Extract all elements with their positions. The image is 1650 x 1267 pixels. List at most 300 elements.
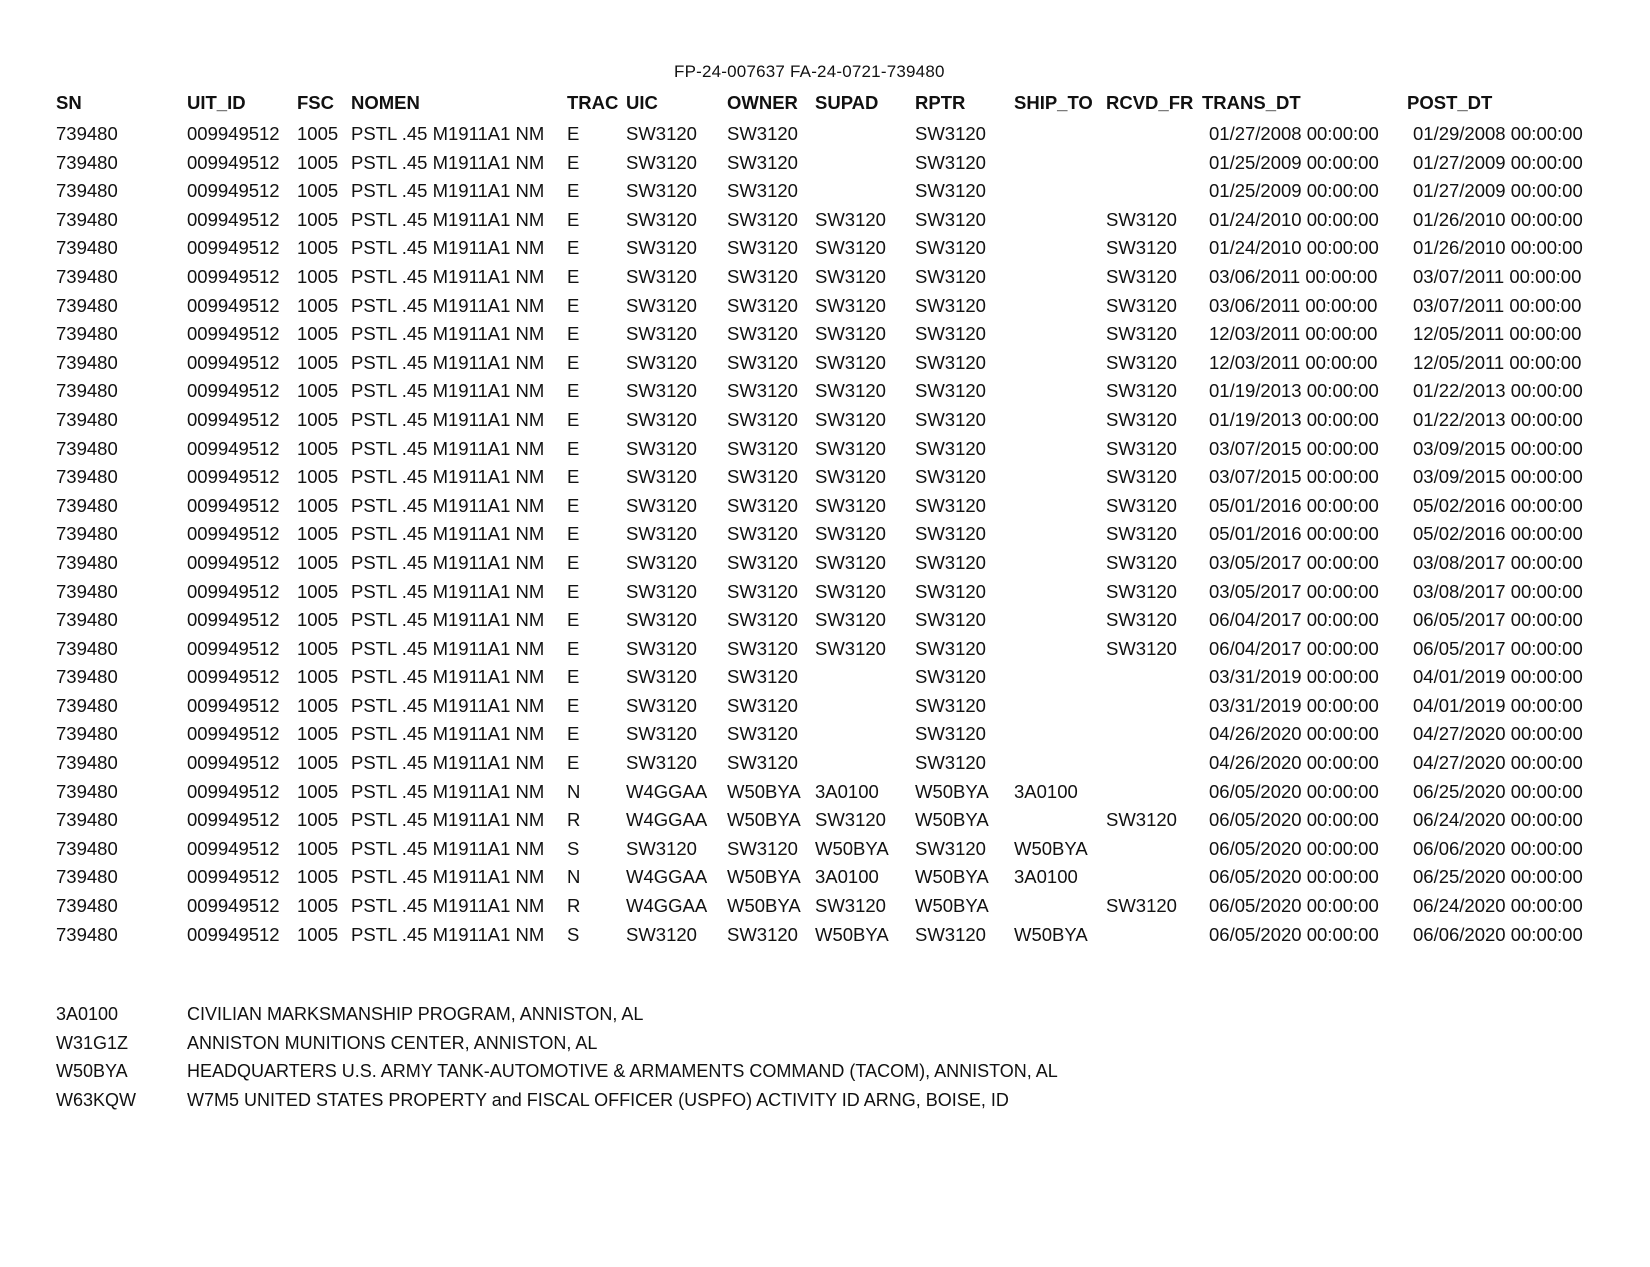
- table-row: [0, 692, 1650, 721]
- cell-post-dt: 04/27/2020 00:00:00: [1413, 752, 1583, 774]
- cell-nomen: PSTL .45 M1911A1 NM: [351, 923, 545, 945]
- cell-sn: 739480: [56, 151, 118, 173]
- cell-sn: 739480: [56, 923, 118, 945]
- legend-description: CIVILIAN MARKSMANSHIP PROGRAM, ANNISTON, AL: [187, 1004, 644, 1024]
- cell-supad: SW3120: [815, 609, 886, 631]
- cell-rptr: W50BYA: [915, 866, 989, 888]
- cell-nomen: PSTL .45 M1911A1 NM: [351, 637, 545, 659]
- cell-rptr: SW3120: [915, 294, 986, 316]
- cell-supad: SW3120: [815, 351, 886, 373]
- cell-post-dt: 01/27/2009 00:00:00: [1413, 151, 1583, 173]
- cell-uit-id: 009949512: [187, 294, 280, 316]
- cell-sn: 739480: [56, 351, 118, 373]
- cell-uic: SW3120: [626, 380, 697, 402]
- cell-owner: SW3120: [727, 494, 798, 516]
- document-title: FP-24-007637 FA-24-0721-739480: [674, 62, 945, 81]
- cell-uic: SW3120: [626, 551, 697, 573]
- table-row: [0, 635, 1650, 664]
- cell-trans-dt: 01/25/2009 00:00:00: [1209, 180, 1379, 202]
- header-rptr: RPTR: [915, 92, 966, 113]
- cell-uic: SW3120: [626, 637, 697, 659]
- cell-rcvd-fr: SW3120: [1106, 466, 1177, 488]
- cell-nomen: PSTL .45 M1911A1 NM: [351, 866, 545, 888]
- cell-sn: 739480: [56, 551, 118, 573]
- cell-rptr: SW3120: [915, 351, 986, 373]
- cell-uic: SW3120: [626, 752, 697, 774]
- cell-uic: SW3120: [626, 466, 697, 488]
- cell-nomen: PSTL .45 M1911A1 NM: [351, 752, 545, 774]
- cell-post-dt: 03/08/2017 00:00:00: [1413, 580, 1583, 602]
- cell-supad: SW3120: [815, 237, 886, 259]
- cell-rptr: W50BYA: [915, 895, 989, 917]
- table-row: [0, 578, 1650, 607]
- cell-uit-id: 009949512: [187, 551, 280, 573]
- header-uic: UIC: [626, 92, 658, 113]
- cell-uic: SW3120: [626, 151, 697, 173]
- cell-ship-to: W50BYA: [1014, 837, 1088, 859]
- cell-supad: SW3120: [815, 494, 886, 516]
- cell-rptr: SW3120: [915, 466, 986, 488]
- cell-post-dt: 06/06/2020 00:00:00: [1413, 837, 1583, 859]
- cell-uit-id: 009949512: [187, 523, 280, 545]
- cell-trans-dt: 06/05/2020 00:00:00: [1209, 780, 1379, 802]
- cell-supad: SW3120: [815, 294, 886, 316]
- cell-trac: E: [567, 265, 580, 287]
- cell-fsc: 1005: [297, 694, 339, 716]
- cell-sn: 739480: [56, 666, 118, 688]
- cell-post-dt: 01/27/2009 00:00:00: [1413, 180, 1583, 202]
- cell-uic: SW3120: [626, 437, 697, 459]
- table-row: [0, 806, 1650, 835]
- cell-trac: E: [567, 752, 580, 774]
- cell-supad: SW3120: [815, 380, 886, 402]
- cell-rcvd-fr: SW3120: [1106, 895, 1177, 917]
- cell-uit-id: 009949512: [187, 666, 280, 688]
- cell-rcvd-fr: SW3120: [1106, 437, 1177, 459]
- cell-uit-id: 009949512: [187, 780, 280, 802]
- cell-uic: SW3120: [626, 837, 697, 859]
- cell-uic: W4GGAA: [626, 780, 708, 802]
- cell-uic: SW3120: [626, 408, 697, 430]
- cell-fsc: 1005: [297, 151, 339, 173]
- cell-trans-dt: 06/05/2020 00:00:00: [1209, 895, 1379, 917]
- cell-supad: SW3120: [815, 466, 886, 488]
- cell-nomen: PSTL .45 M1911A1 NM: [351, 666, 545, 688]
- cell-rptr: SW3120: [915, 666, 986, 688]
- cell-uit-id: 009949512: [187, 494, 280, 516]
- legend-item: [0, 1000, 1650, 1029]
- cell-post-dt: 06/24/2020 00:00:00: [1413, 895, 1583, 917]
- cell-owner: SW3120: [727, 523, 798, 545]
- cell-fsc: 1005: [297, 866, 339, 888]
- cell-trans-dt: 01/25/2009 00:00:00: [1209, 151, 1379, 173]
- cell-uic: SW3120: [626, 923, 697, 945]
- legend-code: W31G1Z: [56, 1032, 129, 1053]
- cell-trans-dt: 03/07/2015 00:00:00: [1209, 466, 1379, 488]
- cell-sn: 739480: [56, 809, 118, 831]
- cell-uic: SW3120: [626, 351, 697, 373]
- cell-owner: SW3120: [727, 208, 798, 230]
- cell-rptr: SW3120: [915, 408, 986, 430]
- cell-rptr: SW3120: [915, 380, 986, 402]
- header-supad: SUPAD: [815, 92, 879, 113]
- cell-uit-id: 009949512: [187, 265, 280, 287]
- cell-ship-to: W50BYA: [1014, 923, 1088, 945]
- cell-uic: SW3120: [626, 180, 697, 202]
- cell-post-dt: 06/05/2017 00:00:00: [1413, 609, 1583, 631]
- cell-rptr: SW3120: [915, 551, 986, 573]
- cell-uit-id: 009949512: [187, 237, 280, 259]
- cell-supad: 3A0100: [815, 866, 879, 888]
- cell-post-dt: 01/22/2013 00:00:00: [1413, 408, 1583, 430]
- cell-post-dt: 06/06/2020 00:00:00: [1413, 923, 1583, 945]
- cell-sn: 739480: [56, 752, 118, 774]
- cell-nomen: PSTL .45 M1911A1 NM: [351, 809, 545, 831]
- cell-supad: SW3120: [815, 408, 886, 430]
- cell-trac: E: [567, 637, 580, 659]
- cell-post-dt: 04/01/2019 00:00:00: [1413, 694, 1583, 716]
- cell-uit-id: 009949512: [187, 380, 280, 402]
- cell-uit-id: 009949512: [187, 752, 280, 774]
- table-row: [0, 292, 1650, 321]
- cell-uic: SW3120: [626, 580, 697, 602]
- cell-rptr: SW3120: [915, 323, 986, 345]
- table-row: [0, 406, 1650, 435]
- cell-uit-id: 009949512: [187, 408, 280, 430]
- legend-description: ANNISTON MUNITIONS CENTER, ANNISTON, AL: [187, 1032, 598, 1053]
- cell-fsc: 1005: [297, 323, 339, 345]
- cell-owner: SW3120: [727, 437, 798, 459]
- cell-fsc: 1005: [297, 294, 339, 316]
- cell-supad: SW3120: [815, 580, 886, 602]
- cell-sn: 739480: [56, 265, 118, 287]
- cell-post-dt: 03/09/2015 00:00:00: [1413, 437, 1583, 459]
- cell-fsc: 1005: [297, 837, 339, 859]
- cell-nomen: PSTL .45 M1911A1 NM: [351, 237, 545, 259]
- cell-post-dt: 01/22/2013 00:00:00: [1413, 380, 1583, 402]
- legend-code: W63KQW: [56, 1089, 137, 1110]
- table-row: [0, 177, 1650, 206]
- cell-uit-id: 009949512: [187, 866, 280, 888]
- table-row: [0, 234, 1650, 263]
- header-trans-dt: TRANS_DT: [1202, 92, 1301, 113]
- cell-trans-dt: 04/26/2020 00:00:00: [1209, 723, 1379, 745]
- cell-owner: SW3120: [727, 752, 798, 774]
- cell-uit-id: 009949512: [187, 151, 280, 173]
- table-row: [0, 892, 1650, 921]
- cell-trac: E: [567, 694, 580, 716]
- cell-fsc: 1005: [297, 895, 339, 917]
- header-ship-to: SHIP_TO: [1014, 92, 1093, 113]
- cell-nomen: PSTL .45 M1911A1 NM: [351, 294, 545, 316]
- table-row: [0, 520, 1650, 549]
- cell-trans-dt: 01/24/2010 00:00:00: [1209, 237, 1379, 259]
- cell-sn: 739480: [56, 380, 118, 402]
- cell-rcvd-fr: SW3120: [1106, 380, 1177, 402]
- cell-post-dt: 03/07/2011 00:00:00: [1413, 294, 1582, 316]
- header-fsc: FSC: [297, 92, 334, 113]
- cell-fsc: 1005: [297, 466, 339, 488]
- cell-trans-dt: 03/07/2015 00:00:00: [1209, 437, 1379, 459]
- cell-uit-id: 009949512: [187, 208, 280, 230]
- cell-ship-to: 3A0100: [1014, 780, 1078, 802]
- cell-supad: SW3120: [815, 523, 886, 545]
- cell-fsc: 1005: [297, 723, 339, 745]
- cell-supad: W50BYA: [815, 923, 889, 945]
- cell-uit-id: 009949512: [187, 466, 280, 488]
- cell-owner: W50BYA: [727, 780, 801, 802]
- cell-sn: 739480: [56, 637, 118, 659]
- cell-trac: E: [567, 723, 580, 745]
- cell-rcvd-fr: SW3120: [1106, 351, 1177, 373]
- cell-owner: SW3120: [727, 637, 798, 659]
- cell-fsc: 1005: [297, 752, 339, 774]
- cell-rcvd-fr: SW3120: [1106, 323, 1177, 345]
- cell-post-dt: 12/05/2011 00:00:00: [1413, 351, 1582, 373]
- cell-nomen: PSTL .45 M1911A1 NM: [351, 180, 545, 202]
- cell-sn: 739480: [56, 866, 118, 888]
- table-row: [0, 377, 1650, 406]
- cell-fsc: 1005: [297, 237, 339, 259]
- cell-sn: 739480: [56, 180, 118, 202]
- cell-uic: SW3120: [626, 265, 697, 287]
- cell-fsc: 1005: [297, 609, 339, 631]
- cell-supad: SW3120: [815, 208, 886, 230]
- cell-uic: W4GGAA: [626, 866, 708, 888]
- cell-trac: E: [567, 666, 580, 688]
- cell-rcvd-fr: SW3120: [1106, 580, 1177, 602]
- cell-nomen: PSTL .45 M1911A1 NM: [351, 265, 545, 287]
- cell-rptr: SW3120: [915, 580, 986, 602]
- cell-trans-dt: 06/05/2020 00:00:00: [1209, 866, 1379, 888]
- cell-rptr: SW3120: [915, 180, 986, 202]
- cell-trac: E: [567, 323, 580, 345]
- cell-trans-dt: 01/19/2013 00:00:00: [1209, 408, 1379, 430]
- cell-uic: SW3120: [626, 294, 697, 316]
- cell-fsc: 1005: [297, 380, 339, 402]
- cell-uit-id: 009949512: [187, 351, 280, 373]
- cell-sn: 739480: [56, 609, 118, 631]
- cell-rcvd-fr: SW3120: [1106, 809, 1177, 831]
- cell-owner: SW3120: [727, 408, 798, 430]
- cell-post-dt: 05/02/2016 00:00:00: [1413, 494, 1583, 516]
- cell-rptr: SW3120: [915, 923, 986, 945]
- cell-sn: 739480: [56, 523, 118, 545]
- cell-uic: SW3120: [626, 208, 697, 230]
- cell-uic: SW3120: [626, 523, 697, 545]
- table-row: [0, 720, 1650, 749]
- cell-trac: E: [567, 237, 580, 259]
- cell-sn: 739480: [56, 294, 118, 316]
- cell-rptr: SW3120: [915, 494, 986, 516]
- cell-sn: 739480: [56, 580, 118, 602]
- cell-rptr: SW3120: [915, 208, 986, 230]
- legend-description: W7M5 UNITED STATES PROPERTY and FISCAL OFFICER (USPFO) ACTIVITY ID ARNG, BOISE, ID: [187, 1089, 1009, 1110]
- legend-item: [0, 1029, 1650, 1058]
- cell-rptr: SW3120: [915, 837, 986, 859]
- cell-fsc: 1005: [297, 551, 339, 573]
- cell-ship-to: 3A0100: [1014, 866, 1078, 888]
- cell-rcvd-fr: SW3120: [1106, 494, 1177, 516]
- cell-uit-id: 009949512: [187, 694, 280, 716]
- cell-post-dt: 04/01/2019 00:00:00: [1413, 666, 1583, 688]
- cell-sn: 739480: [56, 780, 118, 802]
- table-body: [0, 120, 1650, 949]
- cell-trac: R: [567, 895, 581, 917]
- cell-post-dt: 06/25/2020 00:00:00: [1413, 866, 1583, 888]
- cell-owner: SW3120: [727, 694, 798, 716]
- table-row: [0, 149, 1650, 178]
- cell-nomen: PSTL .45 M1911A1 NM: [351, 208, 545, 230]
- cell-uic: SW3120: [626, 723, 697, 745]
- legend-code: 3A0100: [56, 1004, 119, 1024]
- cell-trans-dt: 03/31/2019 00:00:00: [1209, 694, 1379, 716]
- cell-nomen: PSTL .45 M1911A1 NM: [351, 780, 545, 802]
- header-trac: TRAC: [567, 92, 619, 113]
- cell-trac: E: [567, 580, 580, 602]
- cell-uit-id: 009949512: [187, 923, 280, 945]
- cell-owner: SW3120: [727, 351, 798, 373]
- cell-uit-id: 009949512: [187, 437, 280, 459]
- cell-trans-dt: 05/01/2016 00:00:00: [1209, 494, 1379, 516]
- table-row: [0, 435, 1650, 464]
- table-row: [0, 206, 1650, 235]
- cell-uit-id: 009949512: [187, 180, 280, 202]
- legend-code: W50BYA: [56, 1061, 128, 1082]
- cell-post-dt: 06/05/2017 00:00:00: [1413, 637, 1583, 659]
- cell-rptr: SW3120: [915, 694, 986, 716]
- cell-post-dt: 06/24/2020 00:00:00: [1413, 809, 1583, 831]
- cell-owner: SW3120: [727, 723, 798, 745]
- cell-sn: 739480: [56, 437, 118, 459]
- cell-trac: E: [567, 294, 580, 316]
- cell-uic: W4GGAA: [626, 895, 708, 917]
- table-row: [0, 863, 1650, 892]
- cell-rptr: W50BYA: [915, 780, 989, 802]
- cell-nomen: PSTL .45 M1911A1 NM: [351, 323, 545, 345]
- cell-owner: SW3120: [727, 151, 798, 173]
- cell-rptr: SW3120: [915, 523, 986, 545]
- cell-rptr: SW3120: [915, 752, 986, 774]
- cell-trac: E: [567, 380, 580, 402]
- cell-fsc: 1005: [297, 923, 339, 945]
- cell-nomen: PSTL .45 M1911A1 NM: [351, 523, 545, 545]
- cell-trans-dt: 05/01/2016 00:00:00: [1209, 523, 1379, 545]
- cell-owner: SW3120: [727, 837, 798, 859]
- cell-fsc: 1005: [297, 494, 339, 516]
- cell-trac: E: [567, 609, 580, 631]
- cell-trac: N: [567, 780, 581, 802]
- cell-trans-dt: 03/05/2017 00:00:00: [1209, 580, 1379, 602]
- cell-owner: SW3120: [727, 551, 798, 573]
- cell-nomen: PSTL .45 M1911A1 NM: [351, 837, 545, 859]
- cell-fsc: 1005: [297, 580, 339, 602]
- cell-nomen: PSTL .45 M1911A1 NM: [351, 895, 545, 917]
- cell-supad: SW3120: [815, 809, 886, 831]
- cell-owner: SW3120: [727, 609, 798, 631]
- cell-rptr: SW3120: [915, 609, 986, 631]
- cell-post-dt: 01/26/2010 00:00:00: [1413, 208, 1583, 230]
- cell-trac: E: [567, 208, 580, 230]
- cell-trans-dt: 04/26/2020 00:00:00: [1209, 752, 1379, 774]
- cell-trans-dt: 01/24/2010 00:00:00: [1209, 208, 1379, 230]
- cell-rptr: SW3120: [915, 437, 986, 459]
- cell-trans-dt: 03/06/2011 00:00:00: [1209, 294, 1378, 316]
- cell-post-dt: 01/26/2010 00:00:00: [1413, 237, 1583, 259]
- cell-sn: 739480: [56, 466, 118, 488]
- cell-owner: SW3120: [727, 323, 798, 345]
- cell-uit-id: 009949512: [187, 809, 280, 831]
- cell-uic: SW3120: [626, 123, 697, 144]
- cell-post-dt: 03/08/2017 00:00:00: [1413, 551, 1583, 573]
- table-row: [0, 835, 1650, 864]
- cell-owner: SW3120: [727, 580, 798, 602]
- cell-rcvd-fr: SW3120: [1106, 237, 1177, 259]
- cell-trac: E: [567, 351, 580, 373]
- cell-trans-dt: 03/06/2011 00:00:00: [1209, 265, 1378, 287]
- cell-fsc: 1005: [297, 523, 339, 545]
- cell-rptr: W50BYA: [915, 809, 989, 831]
- cell-rcvd-fr: SW3120: [1106, 265, 1177, 287]
- cell-nomen: PSTL .45 M1911A1 NM: [351, 551, 545, 573]
- cell-rptr: SW3120: [915, 151, 986, 173]
- cell-trans-dt: 06/05/2020 00:00:00: [1209, 809, 1379, 831]
- header-owner: OWNER: [727, 92, 798, 113]
- cell-trans-dt: 03/31/2019 00:00:00: [1209, 666, 1379, 688]
- cell-trac: S: [567, 923, 580, 945]
- cell-trans-dt: 06/04/2017 00:00:00: [1209, 637, 1379, 659]
- cell-rptr: SW3120: [915, 123, 986, 144]
- cell-supad: W50BYA: [815, 837, 889, 859]
- cell-trac: R: [567, 809, 581, 831]
- cell-uic: SW3120: [626, 237, 697, 259]
- cell-uic: SW3120: [626, 494, 697, 516]
- cell-fsc: 1005: [297, 809, 339, 831]
- cell-sn: 739480: [56, 408, 118, 430]
- cell-nomen: PSTL .45 M1911A1 NM: [351, 723, 545, 745]
- cell-uic: SW3120: [626, 666, 697, 688]
- cell-owner: SW3120: [727, 380, 798, 402]
- cell-nomen: PSTL .45 M1911A1 NM: [351, 580, 545, 602]
- cell-uic: SW3120: [626, 609, 697, 631]
- cell-nomen: PSTL .45 M1911A1 NM: [351, 437, 545, 459]
- cell-sn: 739480: [56, 694, 118, 716]
- cell-rptr: SW3120: [915, 723, 986, 745]
- cell-owner: W50BYA: [727, 809, 801, 831]
- cell-rptr: SW3120: [915, 637, 986, 659]
- legend-item: [0, 1057, 1650, 1086]
- cell-trans-dt: 12/03/2011 00:00:00: [1209, 351, 1378, 373]
- cell-nomen: PSTL .45 M1911A1 NM: [351, 123, 545, 144]
- header-sn: SN: [56, 92, 82, 113]
- cell-supad: SW3120: [815, 895, 886, 917]
- cell-trac: S: [567, 837, 580, 859]
- header-rcvd-fr: RCVD_FR: [1106, 92, 1194, 113]
- cell-uic: SW3120: [626, 323, 697, 345]
- cell-uic: W4GGAA: [626, 809, 708, 831]
- cell-owner: SW3120: [727, 123, 798, 144]
- cell-owner: SW3120: [727, 666, 798, 688]
- cell-trac: E: [567, 523, 580, 545]
- cell-uit-id: 009949512: [187, 637, 280, 659]
- cell-uit-id: 009949512: [187, 723, 280, 745]
- cell-sn: 739480: [56, 123, 118, 144]
- cell-trac: E: [567, 494, 580, 516]
- cell-sn: 739480: [56, 895, 118, 917]
- cell-nomen: PSTL .45 M1911A1 NM: [351, 380, 545, 402]
- cell-post-dt: 03/09/2015 00:00:00: [1413, 466, 1583, 488]
- cell-fsc: 1005: [297, 780, 339, 802]
